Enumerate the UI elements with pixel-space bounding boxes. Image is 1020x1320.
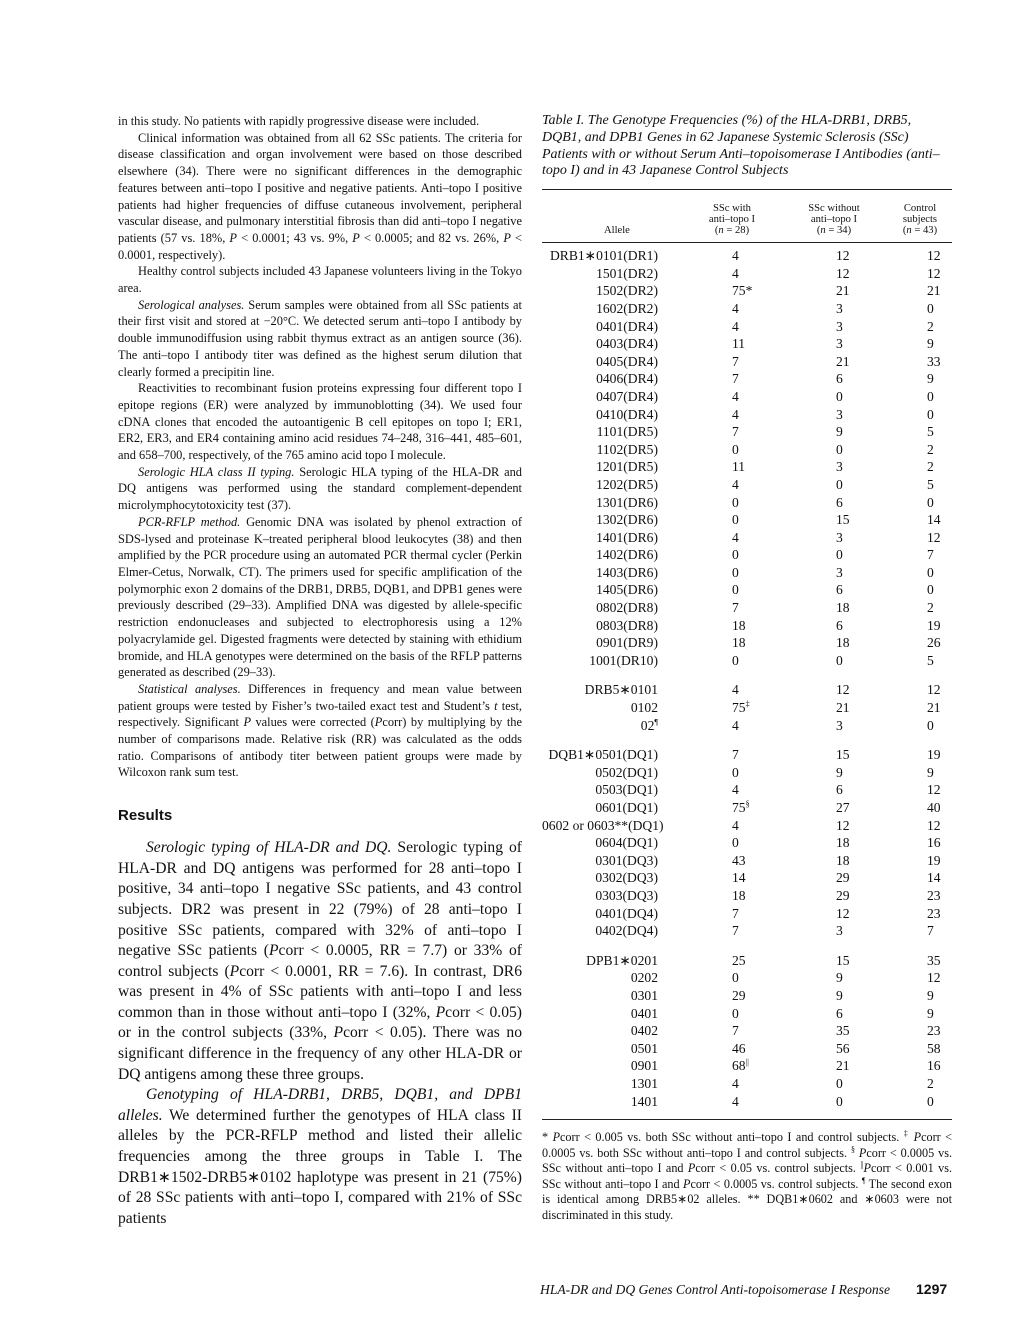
ssc-without-cell: 3	[836, 459, 843, 475]
group-spacer	[542, 941, 952, 953]
ssc-without-cell: 6	[836, 617, 843, 633]
ssc-with-cell: 11	[732, 336, 746, 352]
ssc-with-cell: 7	[732, 371, 739, 387]
control-cell: 9	[927, 1005, 934, 1021]
allele-cell: 0604(DQ1)	[595, 835, 658, 851]
control-cell: 23	[927, 887, 941, 903]
ssc-with-cell: 68||	[732, 1057, 749, 1074]
ssc-without-cell: 6	[836, 494, 843, 510]
body-paragraph: Clinical information was obtained from all 62 SSc patients. The criteria for disease classification and organ involvement were based on those described elsewhere (34). There were no significant differences in the demographic features between anti–topo I positive and negative patients. Anti–topo I positive patients had higher frequencies of diffuse cutaneous involvement, peripheral vascular disease, and pulmonary interstitial fibrosis than did anti–topo I negative patients (57 vs. 18%, P < 0.0001; 43 vs. 9%, P < 0.0005; and 82 vs. 26%, P < 0.0001, respectively).	[118, 130, 523, 262]
control-cell: 2	[927, 600, 934, 616]
allele-cell: 0401(DQ4)	[595, 905, 658, 921]
table-row	[542, 953, 952, 971]
control-cell: 0	[927, 406, 934, 422]
ssc-with-cell: 7	[732, 905, 739, 921]
ssc-with-cell: 7	[732, 923, 739, 939]
allele-cell: 0502(DQ1)	[595, 764, 658, 780]
ssc-with-cell: 4	[732, 406, 739, 422]
control-cell: 0	[927, 582, 934, 598]
table-row	[542, 1076, 952, 1094]
ssc-without-cell: 0	[836, 441, 843, 457]
body-paragraph: in this study. No patients with rapidly progressive disease were included.	[118, 114, 480, 128]
ssc-without-cell: 12	[836, 905, 850, 921]
table-row	[542, 530, 952, 548]
table-bottom-rule	[542, 1119, 952, 1120]
ssc-without-cell: 0	[836, 547, 843, 563]
control-cell: 19	[927, 747, 941, 763]
table-row	[542, 835, 952, 853]
table-row	[542, 700, 952, 718]
control-cell: 12	[927, 265, 941, 281]
methods-text	[118, 113, 522, 781]
results-heading: Results	[118, 807, 173, 825]
ssc-with-cell: 43	[732, 852, 746, 868]
allele-cell: 1301	[630, 1075, 658, 1091]
control-cell: 9	[927, 987, 934, 1003]
control-cell: 12	[927, 970, 941, 986]
body-paragraph: Serological analyses. Serum samples were obtained from all SSc patients at their first visit and stored at −20°C. We detected serum anti–topo I antibody by double immunodiffusion using rabbit thymus extract as an antigen source (36). The anti–topo I antibody titer was defined as the highest serum dilution that clearly formed a precipitin line.	[118, 297, 522, 379]
header-control: Control subjects (n = 43)	[902, 202, 938, 236]
header-allele: Allele	[604, 224, 630, 236]
control-cell: 14	[927, 870, 941, 886]
allele-cell: 0407(DR4)	[596, 388, 658, 404]
allele-cell: 1403(DR6)	[596, 564, 658, 580]
ssc-with-cell: 0	[732, 582, 739, 598]
allele-cell: 0406(DR4)	[596, 371, 658, 387]
allele-cell: 0402(DQ4)	[595, 923, 658, 939]
page-number: 1297	[916, 1281, 948, 1297]
table-row	[542, 747, 952, 765]
ssc-with-cell: 0	[732, 564, 739, 580]
ssc-without-cell: 6	[836, 1005, 843, 1021]
allele-cell: 0401(DR4)	[596, 318, 658, 334]
control-cell: 0	[927, 564, 934, 580]
results-text	[118, 838, 522, 1229]
allele-cell: 1401(DR6)	[596, 529, 658, 545]
allele-cell: 1001(DR10)	[589, 652, 658, 668]
allele-cell: 0601(DQ1)	[595, 800, 658, 815]
body-paragraph: Serologic HLA class II typing. Serologic HLA typing of the HLA-DR and DQ antigens was performed using the standard complement-dependent microlymphocytotoxicity test (37).	[118, 464, 522, 513]
allele-cell: 0303(DQ3)	[595, 887, 658, 903]
ssc-without-cell: 0	[836, 388, 843, 404]
allele-cell: 0401	[630, 1005, 658, 1021]
ssc-without-cell: 3	[836, 529, 843, 545]
ssc-with-cell: 4	[732, 300, 739, 316]
allele-cell: 1302(DR6)	[596, 512, 658, 528]
table-row	[542, 565, 952, 583]
table-row	[542, 988, 952, 1006]
table-row	[542, 319, 952, 337]
control-cell: 7	[927, 547, 934, 563]
ssc-with-cell: 4	[732, 717, 739, 733]
ssc-without-cell: 9	[836, 424, 843, 440]
table-row	[542, 682, 952, 700]
table-row	[542, 853, 952, 871]
ssc-with-cell: 4	[732, 248, 739, 264]
table-row	[542, 547, 952, 565]
table-row	[542, 301, 952, 319]
allele-cell: 0102	[630, 700, 658, 716]
allele-cell: 1602(DR2)	[596, 300, 658, 316]
control-cell: 9	[927, 764, 934, 780]
control-cell: 19	[927, 852, 941, 868]
results-paragraph: Genotyping of HLA-DRB1, DRB5, DQB1, and DPB1 alleles. We determined further the genotypes of HLA class II alleles by the PCR-RFLP method and listed their allelic frequencies among the three groups in Table I. The DRB1∗1502-DRB5∗0102 haplotype was present in 21 (75%) of 28 SSc patients with anti–topo I, compared with 21% of SSc patients	[118, 1086, 522, 1227]
table-row	[542, 1023, 952, 1041]
allele-cell: 1101(DR5)	[596, 424, 658, 440]
ssc-with-cell: 75§	[732, 799, 750, 815]
ssc-with-cell: 4	[732, 318, 739, 334]
table-row	[542, 888, 952, 906]
table-row	[542, 870, 952, 888]
allele-cell: 1301(DR6)	[596, 494, 658, 510]
body-paragraph: Healthy control subjects included 43 Japanese volunteers living in the Tokyo area.	[118, 264, 522, 296]
control-cell: 0	[927, 494, 934, 510]
control-cell: 12	[927, 817, 941, 833]
table-row	[542, 512, 952, 530]
allele-cell: 1102(DR5)	[596, 441, 658, 457]
control-cell: 5	[927, 652, 934, 668]
table-footnotes: * Pcorr < 0.005 vs. both SSc without anti–topo I and control subjects. ‡ Pcorr < 0.0005 vs. both SSc without anti–topo I and control subjects. § Pcorr < 0.0005 vs. SSc without anti–topo I and Pcorr < 0.05 vs. control subjects. ||Pcorr < 0.001 vs. SSc without anti–topo I and Pcorr < 0.0005 vs. control subjects. ¶ The second exon is identical among DRB5∗02 alleles. ** DQB1∗0602 and ∗0603 were not discriminated in this study.	[542, 1129, 953, 1223]
allele-cell: 0403(DR4)	[596, 336, 658, 352]
control-cell: 21	[927, 700, 941, 716]
ssc-without-cell: 18	[836, 600, 850, 616]
table-row	[542, 600, 952, 618]
ssc-without-cell: 12	[836, 248, 850, 264]
allele-cell: 1401	[630, 1093, 658, 1109]
ssc-with-cell: 7	[732, 424, 739, 440]
ssc-with-cell: 4	[732, 1075, 739, 1091]
header-ssc-with: SSc with anti–topo I (n = 28)	[708, 202, 756, 236]
control-cell: 19	[927, 617, 941, 633]
ssc-without-cell: 3	[836, 318, 843, 334]
control-cell: 0	[927, 1093, 934, 1109]
control-cell: 9	[927, 371, 934, 387]
control-cell: 2	[927, 1075, 934, 1091]
ssc-with-cell: 4	[732, 388, 739, 404]
control-cell: 0	[927, 300, 934, 316]
ssc-without-cell: 12	[836, 817, 850, 833]
header-ssc-without: SSc without anti–topo I (n = 34)	[808, 202, 860, 236]
table-row	[542, 906, 952, 924]
ssc-with-cell: 46	[732, 1040, 746, 1056]
ssc-without-cell: 3	[836, 717, 843, 733]
ssc-without-cell: 3	[836, 406, 843, 422]
ssc-without-cell: 3	[836, 564, 843, 580]
body-paragraph: Reactivities to recombinant fusion proteins expressing four different topo I epitope regions (ER) were analyzed by immunoblotting (34). We used four cDNA clones that encoded the autoantigenic B cell epitopes on topo I; ER1, ER2, ER3, and ER4 containing amino acid residues 74–248, 316–441, 485–601, and 658–700, respectively, of the 765 amino acid topo I molecule.	[118, 381, 522, 463]
allele-cell: 0301(DQ3)	[595, 852, 658, 868]
allele-cell: 0803(DR8)	[596, 617, 658, 633]
allele-cell: 0402	[630, 1023, 658, 1039]
control-cell: 16	[927, 835, 941, 851]
table-row	[542, 582, 952, 600]
ssc-without-cell: 12	[836, 265, 850, 281]
ssc-without-cell: 18	[836, 852, 850, 868]
table-row	[542, 371, 952, 389]
ssc-without-cell: 9	[836, 764, 843, 780]
ssc-without-cell: 21	[836, 283, 850, 299]
ssc-with-cell: 7	[732, 747, 739, 763]
ssc-with-cell: 4	[732, 817, 739, 833]
control-cell: 12	[927, 682, 941, 698]
ssc-without-cell: 35	[836, 1023, 850, 1039]
allele-cell: 0503(DQ1)	[595, 782, 658, 798]
table-row	[542, 407, 952, 425]
ssc-with-cell: 75*	[732, 283, 753, 299]
table-row	[542, 923, 952, 941]
control-cell: 12	[927, 782, 941, 798]
ssc-without-cell: 18	[836, 835, 850, 851]
allele-cell: 1501(DR2)	[596, 265, 658, 281]
table-row	[542, 442, 952, 460]
control-cell: 2	[927, 441, 934, 457]
allele-cell: 1502(DR2)	[596, 283, 658, 299]
control-cell: 0	[927, 717, 934, 733]
allele-cell: 0202	[630, 970, 658, 986]
table-row	[542, 389, 952, 407]
results-paragraph: Serologic typing of HLA-DR and DQ. Serologic typing of HLA-DR and DQ antigens was performed for 28 anti–topo I positive, 34 anti–topo I negative SSc patients, and 43 control subjects. DR2 was present in 22 (79%) of 28 anti–topo I positive SSc patients, compared with 32% of anti–topo I negative SSc patients (Pcorr < 0.0005, RR = 7.7) or 33% of control subjects (Pcorr < 0.0001, RR = 7.6). In contrast, DR6 was present in 4% of SSc patients with anti–topo I and less common than in those without anti–topo I (32%, Pcorr < 0.05) or in the control subjects (33%, Pcorr < 0.05). There was no significant difference in the frequency of any other HLA-DR or DQ antigens among these three groups.	[118, 839, 522, 1083]
control-cell: 12	[927, 248, 941, 264]
table-header	[542, 190, 952, 242]
ssc-without-cell: 0	[836, 1075, 843, 1091]
ssc-with-cell: 11	[732, 459, 746, 475]
ssc-with-cell: 0	[732, 970, 739, 986]
ssc-without-cell: 6	[836, 582, 843, 598]
control-cell: 9	[927, 336, 934, 352]
control-cell: 0	[927, 388, 934, 404]
allele-cell: 1202(DR5)	[596, 476, 658, 492]
table-body	[542, 243, 952, 1111]
ssc-without-cell: 0	[836, 476, 843, 492]
ssc-without-cell: 6	[836, 371, 843, 387]
control-cell: 12	[927, 529, 941, 545]
ssc-with-cell: 0	[732, 835, 739, 851]
allele-cell: DQB1∗0501(DQ1)	[548, 747, 658, 763]
control-cell: 35	[927, 952, 941, 968]
ssc-with-cell: 4	[732, 265, 739, 281]
table-row	[542, 477, 952, 495]
body-paragraph: Statistical analyses. Differences in frequency and mean value between patient groups were tested by Fisher’s two-tailed exact test and Student’s t test, respectively. Significant P values were corrected (Pcorr) by multiplying by the number of comparisons made. Relative risk (RR) was calculated as the odds ratio. Comparisons of antibody titer between patient groups were made by Wilcoxon rank sum test.	[118, 681, 522, 780]
table-row	[542, 283, 952, 301]
allele-cell: 1405(DR6)	[596, 582, 658, 598]
allele-cell: 02¶	[640, 717, 658, 733]
control-cell: 16	[927, 1058, 941, 1074]
ssc-without-cell: 29	[836, 870, 850, 886]
ssc-with-cell: 4	[732, 529, 739, 545]
table-row	[542, 635, 952, 653]
allele-cell: DPB1∗0201	[586, 952, 658, 968]
table-caption: Table I. The Genotype Frequencies (%) of the HLA-DRB1, DRB5, DQB1, and DPB1 Genes in 62 Japanese Systemic Sclerosis (SSc) Patients with or without Serum Anti–topoisomerase I Antibodies (anti–topo I) and in 43 Japanese Control Subjects	[542, 113, 940, 179]
control-cell: 5	[927, 424, 934, 440]
ssc-without-cell: 6	[836, 782, 843, 798]
ssc-without-cell: 12	[836, 682, 850, 698]
ssc-with-cell: 14	[732, 870, 746, 886]
ssc-with-cell: 0	[732, 494, 739, 510]
table-row	[542, 424, 952, 442]
table-row	[542, 800, 952, 818]
ssc-without-cell: 27	[836, 800, 850, 815]
ssc-with-cell: 25	[732, 952, 746, 968]
allele-cell: 0802(DR8)	[596, 600, 658, 616]
ssc-without-cell: 56	[836, 1040, 850, 1056]
control-cell: 21	[927, 283, 941, 299]
ssc-with-cell: 18	[732, 887, 746, 903]
ssc-without-cell: 21	[836, 700, 850, 716]
table-row	[542, 1094, 952, 1112]
control-cell: 58	[927, 1040, 941, 1056]
control-cell: 23	[927, 1023, 941, 1039]
ssc-with-cell: 75‡	[732, 699, 750, 716]
allele-cell: DRB5∗0101	[584, 682, 658, 698]
control-cell: 33	[927, 353, 941, 369]
ssc-with-cell: 0	[732, 441, 739, 457]
allele-cell: 0901	[630, 1058, 658, 1074]
ssc-without-cell: 18	[836, 635, 850, 651]
ssc-with-cell: 18	[732, 617, 746, 633]
ssc-with-cell: 7	[732, 353, 739, 369]
ssc-without-cell: 3	[836, 300, 843, 316]
table-row	[542, 1041, 952, 1059]
table-row	[542, 618, 952, 636]
ssc-without-cell: 0	[836, 652, 843, 668]
table-row	[542, 336, 952, 354]
body-paragraph: PCR-RFLP method. Genomic DNA was isolated by phenol extraction of SDS-lysed and proteinase K–treated peripheral blood leukocytes (38) and then amplified by the PCR procedure using an automated PCR thermal cycler (Perkin Elmer-Cetus, Norwalk, CT). The primers used for specific amplification of the polymorphic exon 2 domains of the DRB1, DRB5, DQB1, and DPB1 genes were previously described (29–33). Amplified DNA was digested by allele-specific restriction endonucleases and subjected to electrophoresis using a 12% polyacrylamide gel. Digested fragments were detected by staining with ethidium bromide, and HLA genotypes were determined on the basis of the RFLP patterns generated as described (29–33).	[118, 514, 522, 680]
control-cell: 5	[927, 476, 934, 492]
table-row	[542, 718, 952, 736]
table-row	[542, 818, 952, 836]
ssc-without-cell: 9	[836, 970, 843, 986]
ssc-without-cell: 15	[836, 747, 850, 763]
right-column	[542, 113, 952, 1224]
allele-cell: 0901(DR9)	[596, 635, 658, 651]
allele-cell: 0501	[630, 1040, 658, 1056]
allele-cell: 0602 or 0603**(DQ1)	[542, 817, 664, 833]
ssc-without-cell: 15	[836, 512, 850, 528]
allele-cell: 1402(DR6)	[596, 547, 658, 563]
table-row	[542, 248, 952, 266]
ssc-without-cell: 29	[836, 887, 850, 903]
ssc-with-cell: 0	[732, 652, 739, 668]
table-row	[542, 653, 952, 671]
table-row	[542, 266, 952, 284]
table-row	[542, 782, 952, 800]
ssc-with-cell: 0	[732, 547, 739, 563]
control-cell: 26	[927, 635, 941, 651]
allele-cell: DRB1∗0101(DR1)	[549, 248, 658, 264]
ssc-with-cell: 7	[732, 600, 739, 616]
table-row	[542, 765, 952, 783]
ssc-without-cell: 15	[836, 952, 850, 968]
ssc-without-cell: 0	[836, 1093, 843, 1109]
group-spacer	[542, 670, 952, 682]
table-row	[542, 495, 952, 513]
running-title: HLA-DR and DQ Genes Control Anti-topoisomerase I Response	[540, 1282, 891, 1297]
ssc-with-cell: 29	[732, 987, 746, 1003]
allele-cell: 0405(DR4)	[596, 353, 658, 369]
table-row	[542, 1006, 952, 1024]
ssc-without-cell: 21	[836, 353, 850, 369]
control-cell: 23	[927, 905, 941, 921]
control-cell: 14	[927, 512, 941, 528]
ssc-with-cell: 0	[732, 1005, 739, 1021]
allele-cell: 1201(DR5)	[596, 459, 658, 475]
table-row	[542, 970, 952, 988]
ssc-without-cell: 3	[836, 923, 843, 939]
table-row	[542, 354, 952, 372]
control-cell: 40	[927, 800, 941, 815]
ssc-with-cell: 0	[732, 512, 739, 528]
ssc-without-cell: 3	[836, 336, 843, 352]
table-row	[542, 1058, 952, 1076]
allele-cell: 0301	[630, 987, 658, 1003]
control-cell: 7	[927, 923, 934, 939]
ssc-without-cell: 9	[836, 987, 843, 1003]
group-spacer	[542, 735, 952, 747]
table-row	[542, 459, 952, 477]
ssc-with-cell: 0	[732, 764, 739, 780]
ssc-without-cell: 21	[836, 1058, 850, 1074]
allele-cell: 0410(DR4)	[596, 406, 658, 422]
ssc-with-cell: 4	[732, 476, 739, 492]
ssc-with-cell: 4	[732, 782, 739, 798]
ssc-with-cell: 7	[732, 1023, 739, 1039]
left-column	[118, 113, 522, 1229]
control-cell: 2	[927, 459, 934, 475]
allele-cell: 0302(DQ3)	[595, 870, 658, 886]
control-cell: 2	[927, 318, 934, 334]
ssc-with-cell: 4	[732, 682, 739, 698]
ssc-with-cell: 4	[732, 1093, 739, 1109]
ssc-with-cell: 18	[732, 635, 746, 651]
